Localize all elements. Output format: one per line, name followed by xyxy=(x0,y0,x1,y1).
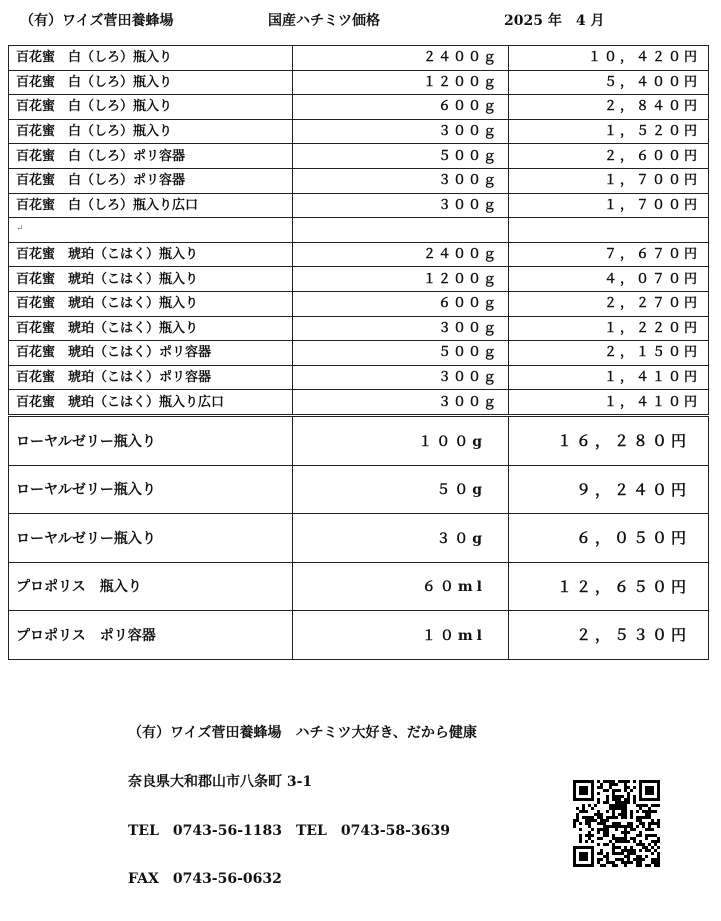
product-price: ４，０７０円 xyxy=(509,267,709,292)
product-price: １，５２０円 xyxy=(509,119,709,144)
table-row xyxy=(9,341,709,366)
product-name: 百花蜜 白（しろ）瓶入り xyxy=(9,46,293,71)
product-price: ２，５３０円 xyxy=(509,611,709,660)
product-quantity: １２００ｇ xyxy=(293,267,509,292)
page-header xyxy=(20,8,710,32)
table-row xyxy=(9,119,709,144)
product-name: 百花蜜 琥珀（こはく）瓶入り xyxy=(9,291,293,316)
table-row xyxy=(9,168,709,193)
product-price: ２，１５０円 xyxy=(509,341,709,366)
table-row xyxy=(9,365,709,390)
product-name: 百花蜜 琥珀（こはく）瓶入り xyxy=(9,242,293,267)
product-name: ローヤルゼリー瓶入り xyxy=(9,465,293,514)
product-name: 百花蜜 琥珀（こはく）瓶入り xyxy=(9,316,293,341)
product-price: １０，４２０円 xyxy=(509,46,709,71)
price-date: 2025 年 4 月 xyxy=(504,13,605,29)
product-quantity: ３００ｇ xyxy=(293,390,509,415)
product-quantity: ３００ｇ xyxy=(293,168,509,193)
product-price: １，７００円 xyxy=(509,168,709,193)
footer-address: 奈良県大和郡山市八条町 3-1 xyxy=(128,774,313,790)
product-quantity: １２００ｇ xyxy=(293,70,509,95)
table-row xyxy=(9,562,709,611)
product-quantity: ５００ｇ xyxy=(293,144,509,169)
product-price: ９，２４０円 xyxy=(509,465,709,514)
product-price: ２，６００円 xyxy=(509,144,709,169)
product-name: 百花蜜 琥珀（こはく）ポリ容器 xyxy=(9,365,293,390)
product-price: １，２２０円 xyxy=(509,316,709,341)
footer-company-slogan: （有）ワイズ菅田養蜂場 ハチミツ大好き、だから健康 xyxy=(128,725,477,741)
table-row xyxy=(9,193,709,218)
qr-code-icon[interactable] xyxy=(573,780,660,867)
product-price: １，４１０円 xyxy=(509,365,709,390)
product-price: ５，４００円 xyxy=(509,70,709,95)
table-row xyxy=(9,291,709,316)
product-name: 百花蜜 白（しろ）ポリ容器 xyxy=(9,168,293,193)
product-name: 百花蜜 白（しろ）瓶入り xyxy=(9,95,293,120)
product-name: 百花蜜 琥珀（こはく）瓶入り広口 xyxy=(9,390,293,415)
table-row xyxy=(9,465,709,514)
table-row xyxy=(9,611,709,660)
product-price: １２，６５０円 xyxy=(509,562,709,611)
product-price: １，４１０円 xyxy=(509,390,709,415)
table-row xyxy=(9,267,709,292)
product-name: ローヤルゼリー瓶入り xyxy=(9,417,293,466)
product-name: 百花蜜 白（しろ）瓶入り広口 xyxy=(9,193,293,218)
product-quantity: ２４００ｇ xyxy=(293,242,509,267)
table-row xyxy=(9,514,709,563)
footer-tel: TEL 0743-56-1183 TEL 0743-58-3639 xyxy=(128,823,450,839)
table-row xyxy=(9,316,709,341)
product-name: 百花蜜 白（しろ）瓶入り xyxy=(9,119,293,144)
product-quantity xyxy=(293,218,509,243)
product-name: 百花蜜 琥珀（こはく）ポリ容器 xyxy=(9,341,293,366)
product-quantity: ６０ml xyxy=(293,562,509,611)
table-row xyxy=(9,70,709,95)
product-price xyxy=(509,218,709,243)
product-quantity: ３０g xyxy=(293,514,509,563)
footer-fax: FAX 0743-56-0632 xyxy=(128,871,282,887)
table-row xyxy=(9,46,709,71)
table-row xyxy=(9,95,709,120)
product-quantity: ５００ｇ xyxy=(293,341,509,366)
product-quantity: ６００ｇ xyxy=(293,291,509,316)
table-row xyxy=(9,242,709,267)
product-price: ２，８４０円 xyxy=(509,95,709,120)
product-name: ↵ xyxy=(9,218,293,243)
product-name: 百花蜜 白（しろ）ポリ容器 xyxy=(9,144,293,169)
product-quantity: １００g xyxy=(293,417,509,466)
page-title: 国産ハチミツ価格 xyxy=(268,13,380,29)
product-quantity: １０ml xyxy=(293,611,509,660)
product-price: ２，２７０円 xyxy=(509,291,709,316)
product-name: プロポリス ポリ容器 xyxy=(9,611,293,660)
product-name: 百花蜜 琥珀（こはく）瓶入り xyxy=(9,267,293,292)
royal-jelly-propolis-table xyxy=(8,416,709,660)
product-quantity: ３００ｇ xyxy=(293,193,509,218)
product-name: 百花蜜 白（しろ）瓶入り xyxy=(9,70,293,95)
product-name: プロポリス 瓶入り xyxy=(9,562,293,611)
product-quantity: ６００ｇ xyxy=(293,95,509,120)
table-row xyxy=(9,390,709,415)
product-quantity: ２４００ｇ xyxy=(293,46,509,71)
company-name: （有）ワイズ菅田養蜂場 xyxy=(20,13,174,29)
product-quantity: ３００ｇ xyxy=(293,119,509,144)
product-quantity: ３００ｇ xyxy=(293,316,509,341)
product-price: １６，２８０円 xyxy=(509,417,709,466)
honey-price-table xyxy=(8,45,709,415)
table-row xyxy=(9,144,709,169)
product-quantity: ３００ｇ xyxy=(293,365,509,390)
table-row xyxy=(9,417,709,466)
product-price: ７，６７０円 xyxy=(509,242,709,267)
table-row xyxy=(9,218,709,243)
product-price: １，７００円 xyxy=(509,193,709,218)
product-name: ローヤルゼリー瓶入り xyxy=(9,514,293,563)
product-quantity: ５０g xyxy=(293,465,509,514)
product-price: ６，０５０円 xyxy=(509,514,709,563)
